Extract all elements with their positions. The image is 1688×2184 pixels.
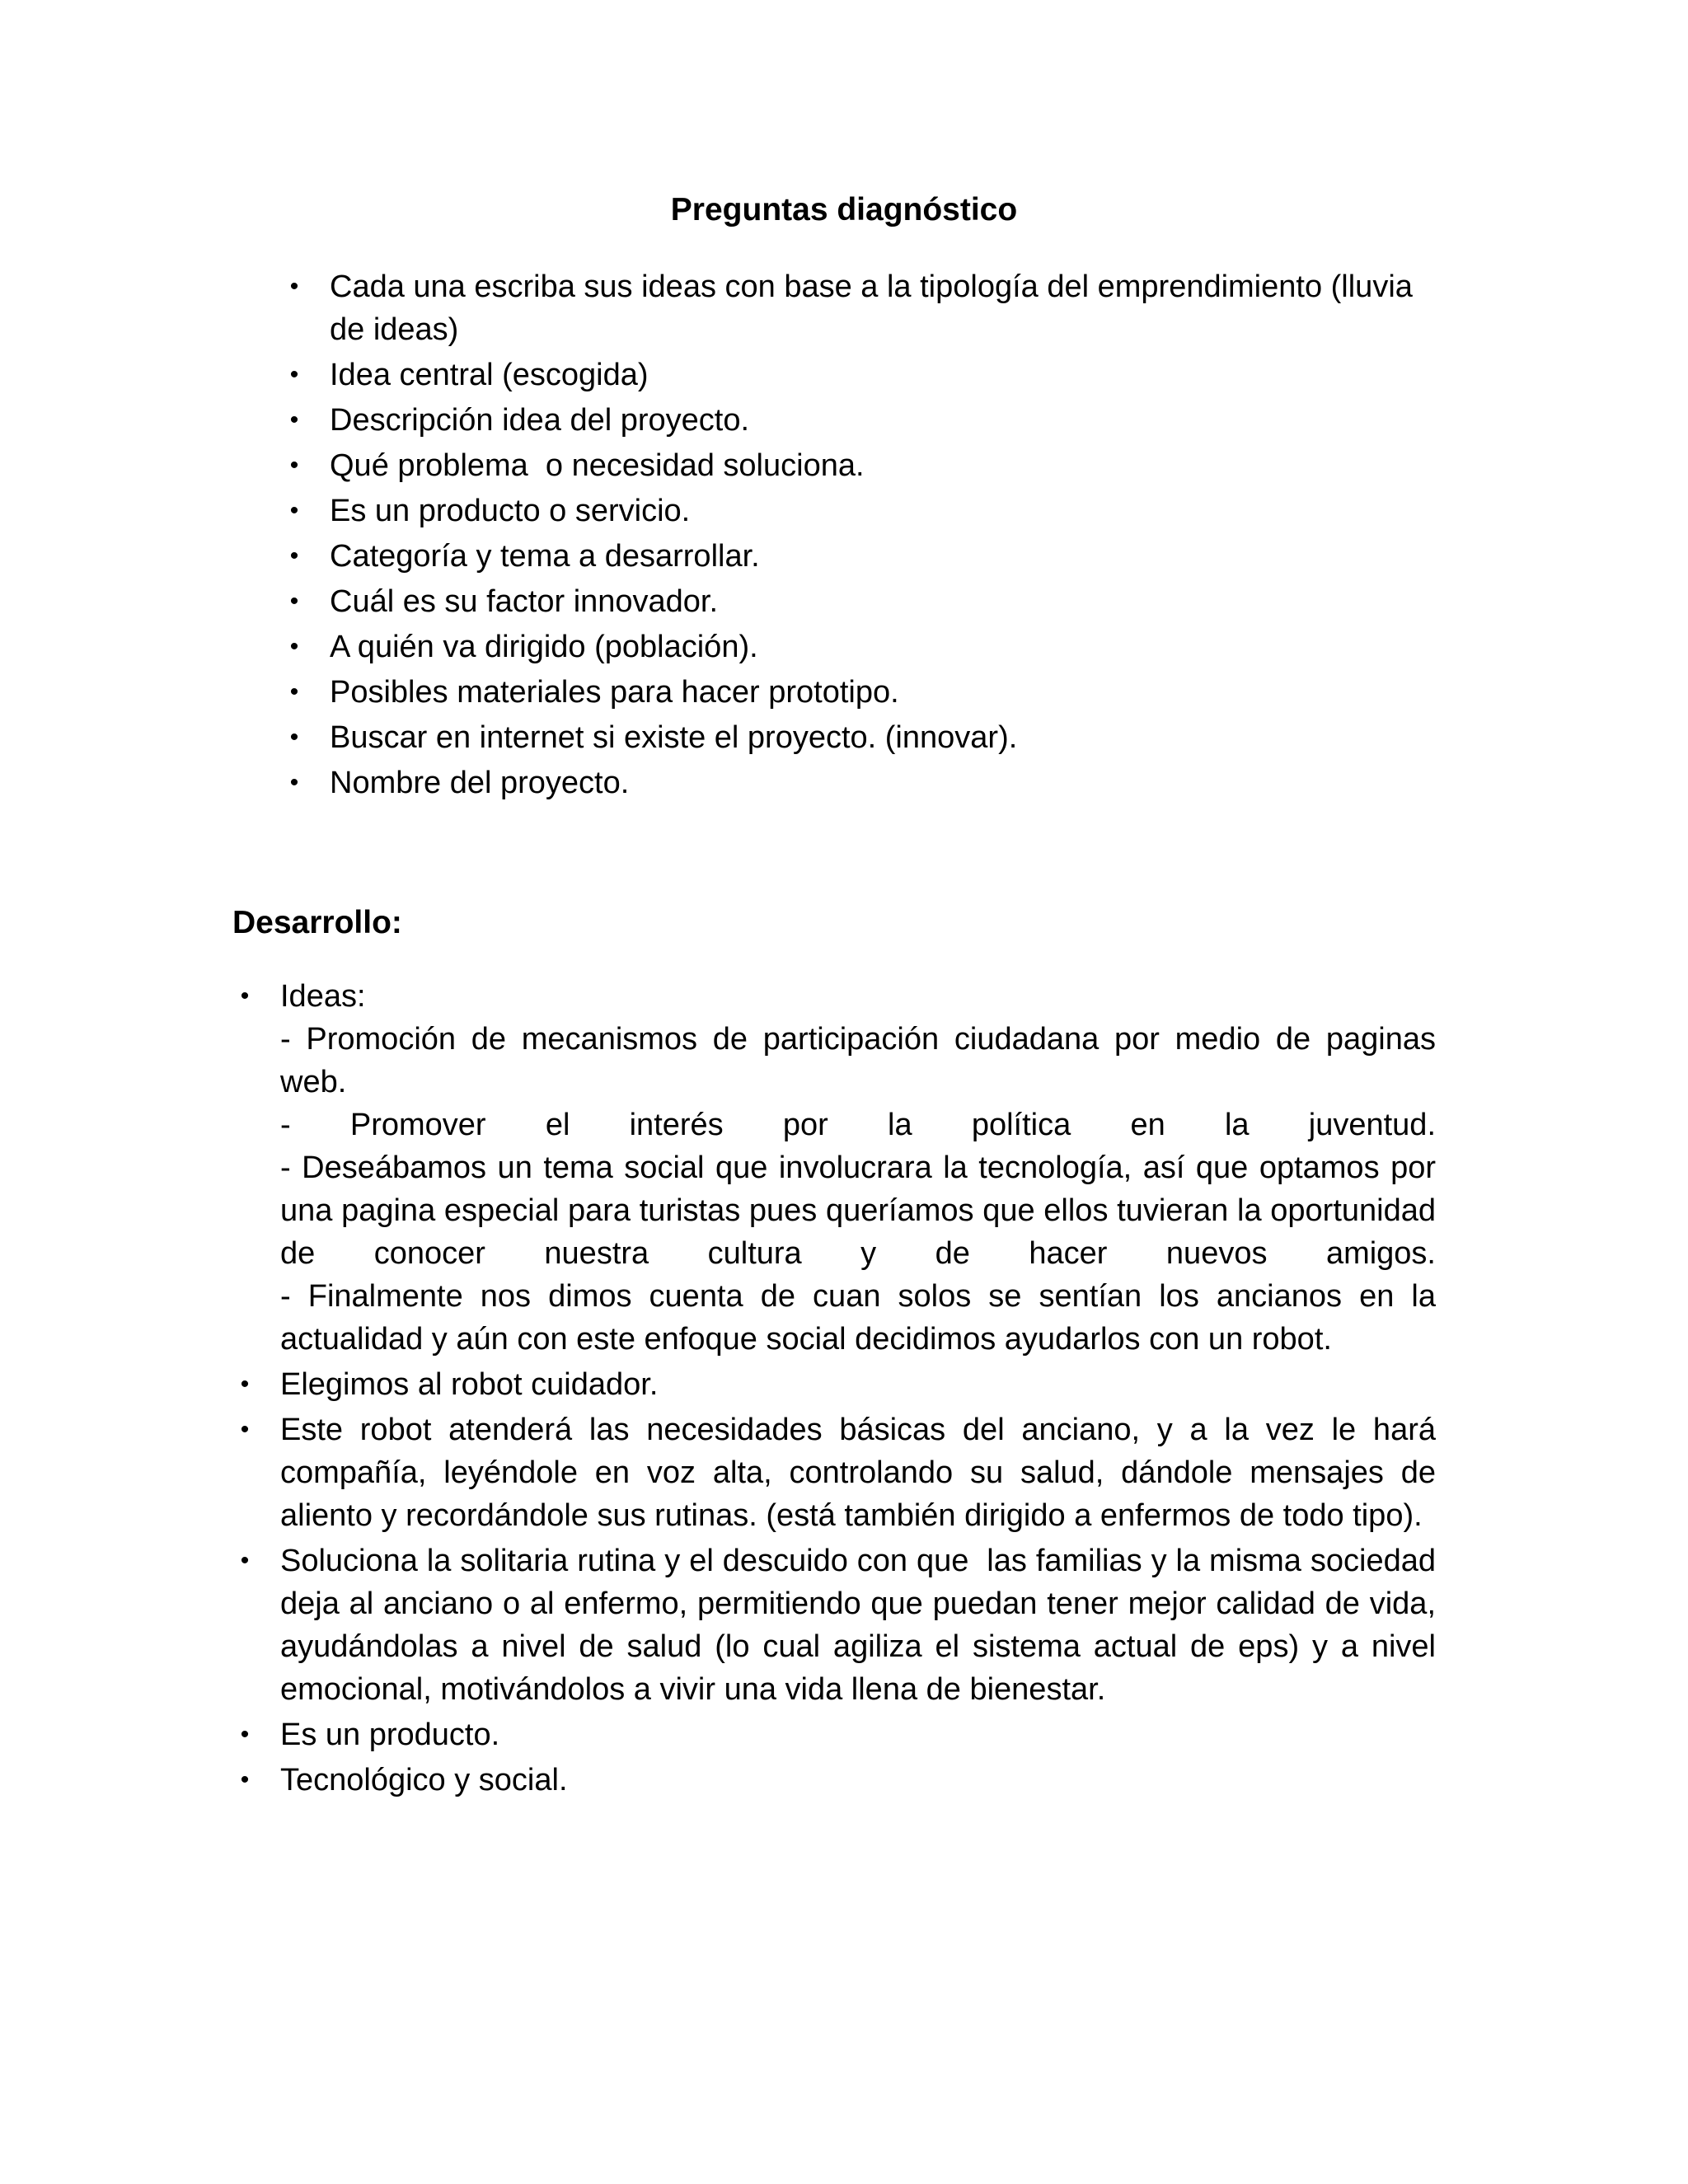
development-list [240, 975, 1445, 1804]
bullet-icon: • [289, 542, 299, 569]
question-text: A quién va dirigido (población). [330, 630, 758, 664]
development-item-text: Es un producto. [280, 1718, 500, 1752]
bullet-icon: • [289, 769, 299, 796]
bullet-icon: • [240, 1766, 250, 1793]
bullet-icon: • [240, 982, 250, 1010]
bullet-icon: • [289, 406, 299, 434]
question-text: Nombre del proyecto. [330, 766, 630, 800]
bullet-icon: • [289, 361, 299, 388]
bullet-icon: • [289, 452, 299, 479]
idea-text: - Deseábamos un tema social que involucrara la tecnología, así que optamos por una pagina especial para turistas pues queríamos que ellos tuvieran la oportunidad de conocer nuestra cultura y de hacer nuevos amigos. [280, 1151, 1436, 1271]
list-item [289, 580, 1436, 623]
idea-text: - Promoción de mecanismos de participación ciudadana por medio de paginas web. [280, 1022, 1436, 1099]
bullet-icon: • [289, 633, 299, 660]
question-text: Cada una escriba sus ideas con base a la tipología del emprendimiento (lluvia de ideas) [330, 269, 1413, 347]
development-item-text: Soluciona la solitaria rutina y el descuido con que las familias y la misma sociedad deja al anciano o al enfermo, permitiendo que puedan tener mejor calidad de vida, ayudándolas a nivel de salud (lo cual agiliza el sistema actual de eps) y a nivel emocional, motivándolos a vivir una vida llena de bienestar. [280, 1544, 1445, 1707]
question-text: Qué problema o necesidad soluciona. [330, 448, 865, 483]
bullet-icon: • [289, 678, 299, 705]
bullet-icon: • [240, 1416, 250, 1443]
idea-text: - Promover el interés por la política en la juventud. [280, 1108, 1436, 1142]
bullet-icon: • [289, 273, 299, 300]
question-text: Idea central (escogida) [330, 358, 649, 392]
bullet-icon: • [240, 1547, 250, 1574]
list-item [289, 671, 1436, 714]
question-text: Posibles materiales para hacer prototipo. [330, 675, 899, 710]
list-item [240, 1713, 1436, 1756]
diagnostic-questions-list [289, 265, 1436, 807]
list-item [289, 716, 1436, 759]
ideas-label: Ideas: [280, 979, 366, 1014]
list-item [289, 354, 1436, 396]
page-title: Preguntas diagnóstico [670, 192, 1018, 227]
list-item [289, 490, 1436, 532]
list-item [240, 1363, 1436, 1406]
bullet-icon: • [289, 497, 299, 524]
development-item-text: Este robot atenderá las necesidades básicas del anciano, y a la vez le hará compañía, leyéndole en voz alta, controlando su salud, dándole mensajes de aliento y recordándole sus rutinas. (está también dirigido a enfermos de todo tipo). [280, 1413, 1436, 1533]
list-item [289, 535, 1436, 578]
bullet-icon: • [240, 1721, 250, 1748]
question-text: Categoría y tema a desarrollar. [330, 539, 760, 574]
bullet-icon: • [240, 1371, 250, 1398]
list-item [289, 399, 1436, 442]
list-item [289, 626, 1436, 668]
list-item [289, 265, 1436, 351]
list-item-ideas [240, 975, 1436, 1361]
development-item-text: Tecnológico y social. [280, 1763, 568, 1797]
development-heading: Desarrollo: [232, 905, 402, 940]
list-item [240, 1540, 1445, 1711]
list-item [289, 444, 1436, 487]
list-item [289, 762, 1436, 804]
bullet-icon: • [289, 588, 299, 615]
bullet-icon: • [289, 724, 299, 751]
question-text: Es un producto o servicio. [330, 494, 691, 528]
list-item [240, 1408, 1436, 1537]
question-text: Descripción idea del proyecto. [330, 403, 750, 438]
idea-text: - Finalmente nos dimos cuenta de cuan solos se sentían los ancianos en la actualidad y aún con este enfoque social decidimos ayudarlos con un robot. [280, 1279, 1436, 1357]
development-item-text: Elegimos al robot cuidador. [280, 1367, 659, 1402]
list-item [240, 1759, 1436, 1802]
question-text: Buscar en internet si existe el proyecto. (innovar). [330, 720, 1018, 755]
question-text: Cuál es su factor innovador. [330, 584, 719, 619]
